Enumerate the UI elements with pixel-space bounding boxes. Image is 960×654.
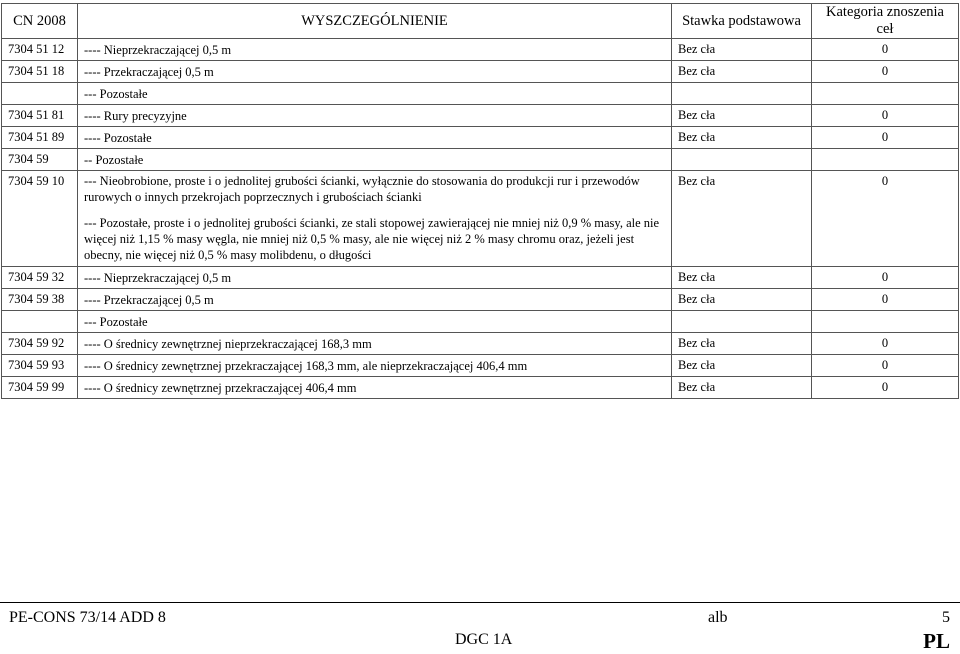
description: ---- O średnicy zewnętrznej nieprzekraczającej 168,3 mm [78, 333, 672, 355]
table-row [2, 355, 959, 377]
staging-category: 0 [812, 127, 959, 149]
cn-code: 7304 59 38 [2, 289, 78, 311]
table-row [2, 105, 959, 127]
description: ---- O średnicy zewnętrznej przekraczającej 406,4 mm [78, 377, 672, 399]
cn-code: 7304 59 92 [2, 333, 78, 355]
staging-category [812, 149, 959, 171]
staging-category: 0 [812, 355, 959, 377]
department-code: DGC 1A [455, 631, 513, 648]
description: ---- O średnicy zewnętrznej przekraczającej 168,3 mm, ale nieprzekraczającej 406,4 mm [78, 355, 672, 377]
page-footer [0, 602, 960, 653]
page-number: 5 [942, 609, 950, 626]
table-row [2, 311, 959, 333]
header-description: WYSZCZEGÓLNIENIE [78, 4, 672, 39]
language-code: PL [923, 629, 950, 653]
staging-category: 0 [812, 289, 959, 311]
header-staging-category: Kategoria znoszenia ceł [812, 4, 959, 39]
description: ---- Przekraczającej 0,5 m [78, 61, 672, 83]
table-row [2, 289, 959, 311]
description-secondary-text: --- Pozostałe, proste i o jednolitej grubości ścianki, ze stali stopowej zawierającej nie mniej niż 0,9 % masy, ale nie więcej niż 1,15 % masy węgla, nie mniej niż 0,5 % masy, ale nie więcej niż 2 % masy chromu oraz, jeżeli jest obecny, nie więcej niż 0,5 % masy molibdenu, o długości [84, 216, 660, 262]
cn-code: 7304 51 12 [2, 39, 78, 61]
table-row-merged [2, 171, 959, 267]
base-rate [672, 149, 812, 171]
staging-category: 0 [812, 377, 959, 399]
cn-code: 7304 51 18 [2, 61, 78, 83]
cn-code: 7304 51 81 [2, 105, 78, 127]
cn-code: 7304 59 32 [2, 267, 78, 289]
staging-category: 0 [812, 333, 959, 355]
description-block [78, 171, 672, 267]
description-secondary [84, 215, 665, 263]
author-initials: alb [708, 609, 728, 626]
cn-code: 7304 59 99 [2, 377, 78, 399]
base-rate: Bez cła [672, 171, 812, 267]
cn-code: 7304 59 10 [2, 171, 78, 267]
description: -- Pozostałe [78, 149, 672, 171]
description: ---- Nieprzekraczającej 0,5 m [78, 39, 672, 61]
base-rate: Bez cła [672, 377, 812, 399]
staging-category: 0 [812, 105, 959, 127]
header-cn: CN 2008 [2, 4, 78, 39]
table-row [2, 267, 959, 289]
description: ---- Rury precyzyjne [78, 105, 672, 127]
staging-category: 0 [812, 39, 959, 61]
tariff-table [1, 3, 959, 399]
description: ---- Pozostałe [78, 127, 672, 149]
cn-code: 7304 51 89 [2, 127, 78, 149]
table-row [2, 61, 959, 83]
base-rate: Bez cła [672, 333, 812, 355]
header-row [2, 4, 959, 39]
table-row [2, 39, 959, 61]
cn-code: 7304 59 93 [2, 355, 78, 377]
table-row [2, 333, 959, 355]
base-rate [672, 83, 812, 105]
staging-category: 0 [812, 61, 959, 83]
description-primary [84, 173, 665, 205]
cn-code [2, 83, 78, 105]
table-row [2, 149, 959, 171]
header-base-rate: Stawka podstawowa [672, 4, 812, 39]
cn-code [2, 311, 78, 333]
base-rate: Bez cła [672, 267, 812, 289]
staging-category: 0 [812, 267, 959, 289]
base-rate: Bez cła [672, 39, 812, 61]
base-rate: Bez cła [672, 61, 812, 83]
table-row [2, 83, 959, 105]
table-row [2, 377, 959, 399]
description-primary-text: --- Nieobrobione, proste i o jednolitej grubości ścianki, wyłącznie do stosowania do produkcji rur i przewodów rurowych o innych przekrojach poprzecznych i grubościach ścianki [84, 174, 640, 204]
description: ---- Nieprzekraczającej 0,5 m [78, 267, 672, 289]
staging-category: 0 [812, 171, 959, 267]
description: --- Pozostałe [78, 311, 672, 333]
description: ---- Przekraczającej 0,5 m [78, 289, 672, 311]
base-rate: Bez cła [672, 355, 812, 377]
document-reference: PE-CONS 73/14 ADD 8 [9, 609, 166, 626]
cn-code: 7304 59 [2, 149, 78, 171]
staging-category [812, 83, 959, 105]
base-rate [672, 311, 812, 333]
description: --- Pozostałe [78, 83, 672, 105]
base-rate: Bez cła [672, 289, 812, 311]
base-rate: Bez cła [672, 127, 812, 149]
table-row [2, 127, 959, 149]
staging-category [812, 311, 959, 333]
base-rate: Bez cła [672, 105, 812, 127]
